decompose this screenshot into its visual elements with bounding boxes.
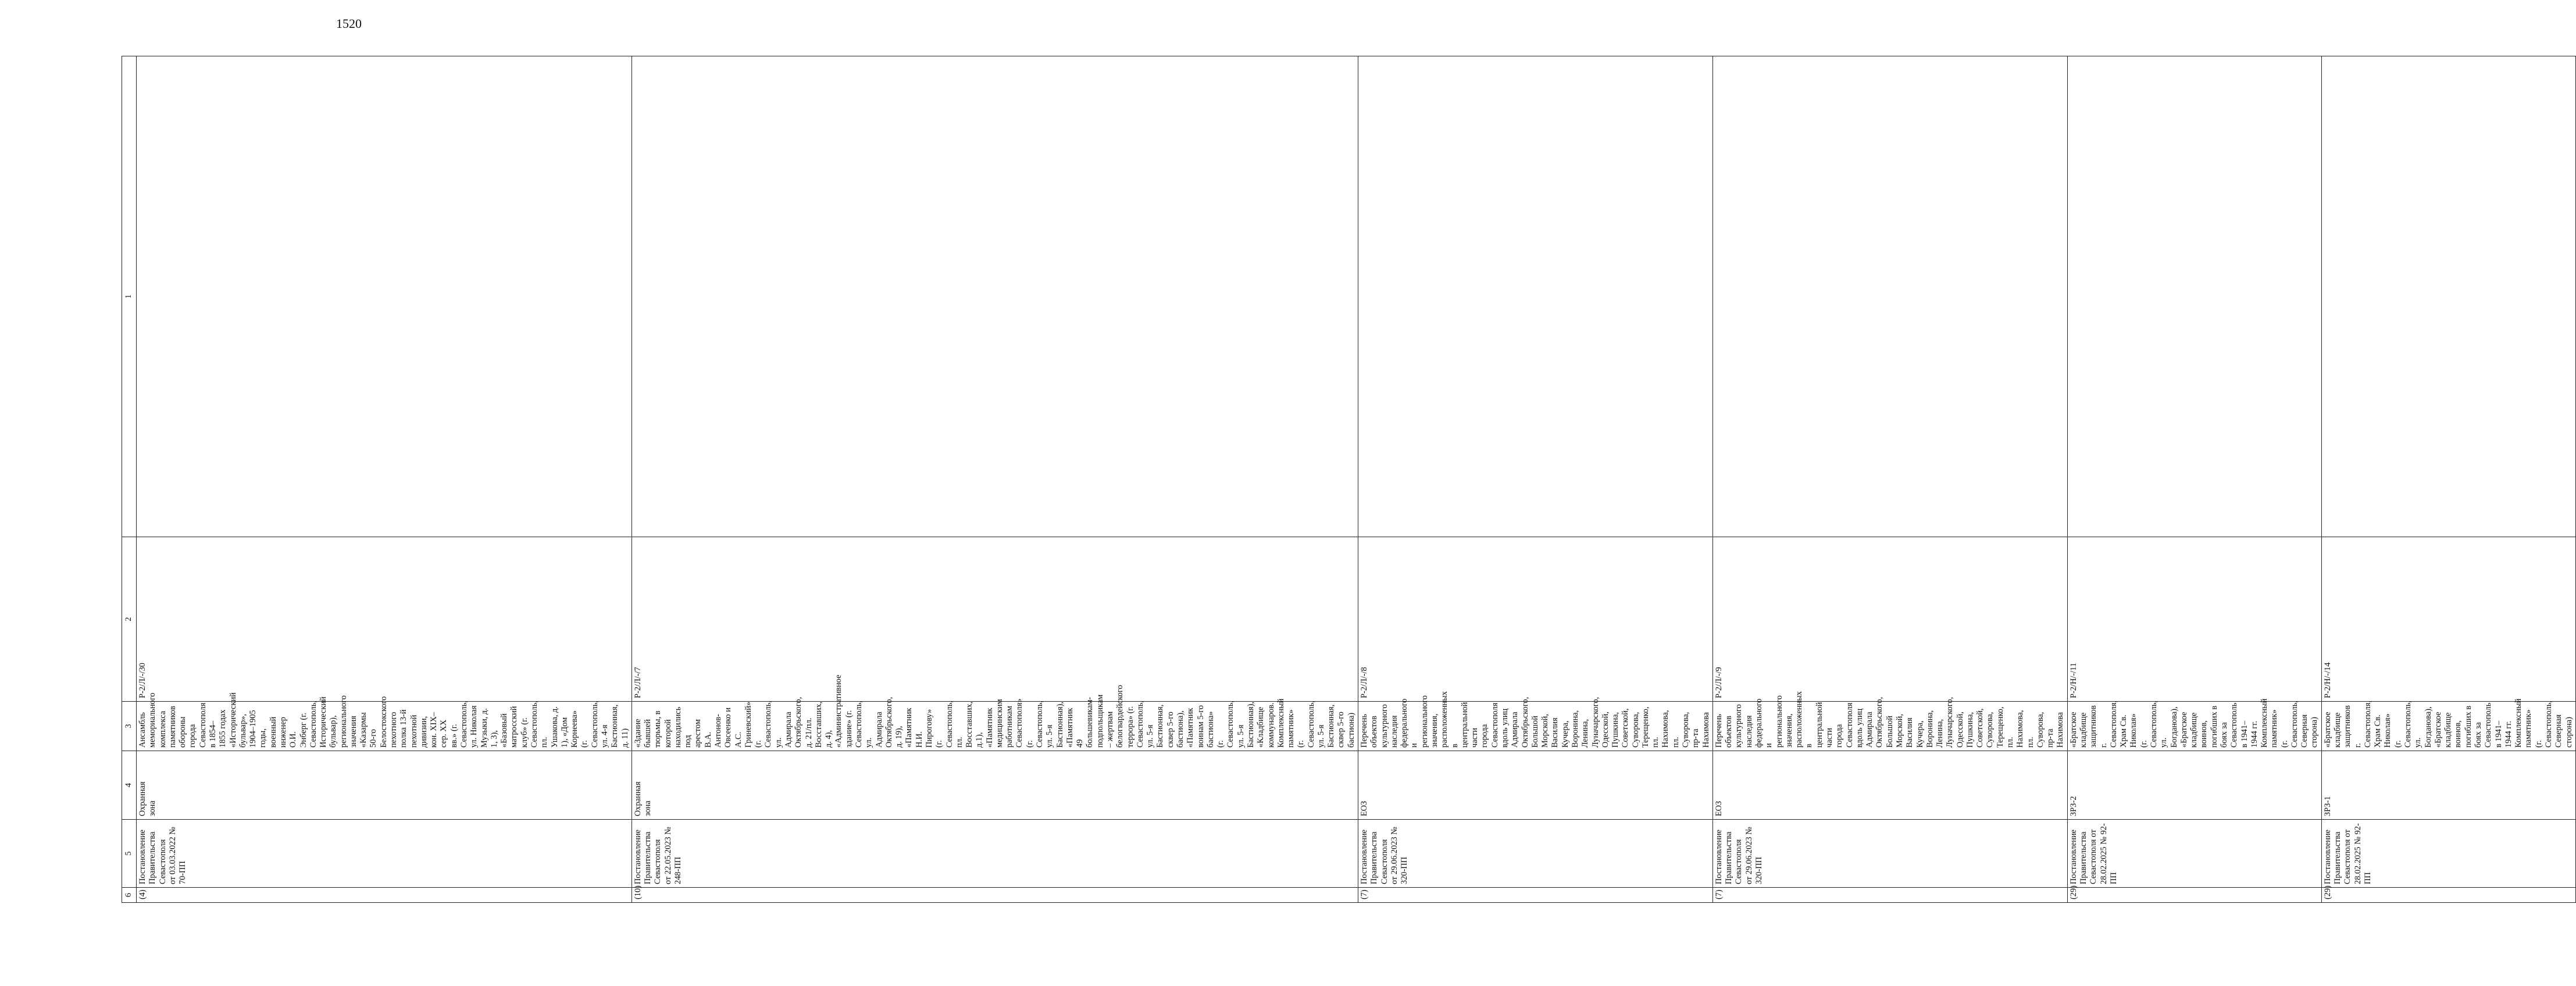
num-cell: [1358, 56, 1713, 537]
document-cell: Постановление Правительства Севастополя от 29.06.2023 № 320-ПП: [1358, 820, 1713, 888]
header-col-6: 6: [122, 888, 137, 903]
zone-cell: ЕОЗ: [1712, 751, 2067, 820]
table-row: [631, 56, 1358, 903]
ref-cell: (4): [137, 888, 632, 903]
zone-cell: Охранная зона: [137, 751, 632, 820]
zone-cell: Охранная зона: [631, 751, 1358, 820]
document-cell: Постановление Правительства Севастополя от 03.03.2022 № 70-ПП: [137, 820, 632, 888]
code-cell: Р-2/Л/-/9: [1712, 537, 2067, 702]
description-cell: Ансамбль мемориального комплекса памятников обороны города Севастополя в 1854–1855 годах «Исторический бульвар», 1904–1905 годы, военный инженер О.И. Энберг (г. Севастополь, Исторический бульвар), регионального значения «Казармы 50-го Белостокского пехотного полка 13-й пехотной дивизии, кон. XIX–сер. XX вв.» (г. Севастополь, ул. Николая Музыки, д. 1, 3), «Базовый матросский клуб» (г. Севастополь, пл. Ушакова, д. 1), «Дом Корнеева» (г. Севастополь, ул. 4-я Бастионная, д. 11): [137, 702, 632, 751]
table-row: [137, 56, 632, 903]
document-cell: Постановление Правительства Севастополя от 28.02.2025 № 92-ПП: [2067, 820, 2321, 888]
document-cell: Постановление Правительства Севастополя от 22.05.2023 № 248-ПП: [631, 820, 1358, 888]
num-cell: [137, 56, 632, 537]
header-col-3: 3: [122, 702, 137, 751]
code-cell: Р-2/Л/-/8: [1358, 537, 1713, 702]
page-number: 1520: [336, 16, 362, 31]
document-cell: Постановление Правительства Севастополя от 28.02.2025 № 92-ПП: [2321, 820, 2575, 888]
description-cell: Перечень объектов культурного наследия федерального и регионального значения, расположенных в центральной части города Севастополя вдоль улиц Адмирала Октябрьского, Большой Морской, Василия Кучера, Воронина, Ленина, Луначарского, Одесской, Пушкина, Советской, Суворова, Терещенко, пл. Нахимова, пл. Суворова, пр-та Нахимова: [1358, 702, 1713, 751]
description-cell: «Здание бывшей тюрьмы, в которой находились под арестом В.А. Антонов-Овсеенко и А.С. Гриневский» (г. Севастополь, ул. Адмирала Октябрьского, д. 21/пл. Восставших, д. 4), «Административное здание» (г. Севастополь, ул. Адмирала Октябрьского, д. 19), «Памятник Н.И. Пирогову» (г. Севастополь, пл. Восставших, д.1), «Памятник медицинским работникам Севастополя» (г. Севастополь, ул. 5-я Бастионная), «Памятник 49 большевикам-подпольщикам – жертвам белогвардейского террора» (г. Севастополь, ул. 5-я Бастионная, сквер 5-го бастиона), «Памятник воинам 5-го бастиона» (г. Севастополь, ул. 5-я Бастионная), «Кладбище коммунаров. Комплексный памятник» (г. Севастополь, ул. 5-я Бастионная, сквер 5-го бастиона): [631, 702, 1358, 751]
description-cell: Перечень объектов культурного наследия федерального и регионального значения, расположенных в центральной части города Севастополя вдоль улиц Адмирала Октябрьского, Большой Морской, Василия Кучера, Воронина, Ленина, Луначарского, Одесской, Пушкина, Советской, Суворова, Терещенко, пл. Нахимова, пл. Суворова, пр-та Нахимова: [1712, 702, 2067, 751]
zone-cell: ЕОЗ: [1358, 751, 1713, 820]
ref-cell: (10): [631, 888, 1358, 903]
ref-cell: (7): [1358, 888, 1713, 903]
description-cell: «Братское кладбище защитников г. Севастополя, Храм Св. Николая» (г. Севастополь, ул. Богданова), «Братское кладбище воинов, погибших в боях за Севастополь в 1941–1944 гг. Комплексный памятник» (г. Севастополь, Северная сторона): [2067, 702, 2321, 751]
num-cell: [2067, 56, 2321, 537]
num-cell: [1712, 56, 2067, 537]
header-col-5: 5: [122, 820, 137, 888]
ref-cell: (7): [1712, 888, 2067, 903]
zone-cell: ЗРЗ-1: [2321, 751, 2575, 820]
zones-table: [122, 56, 2576, 903]
document-cell: Постановление Правительства Севастополя от 29.06.2023 № 320-ПП: [1712, 820, 2067, 888]
ref-cell: (29): [2321, 888, 2575, 903]
code-cell: Р-2/Н/-/11: [2067, 537, 2321, 702]
header-row: [122, 56, 137, 903]
code-cell: Р-2/Л/-/30: [137, 537, 632, 702]
num-cell: [631, 56, 1358, 537]
header-col-2: 2: [122, 537, 137, 702]
table-row: [2067, 56, 2321, 903]
ref-cell: (29): [2067, 888, 2321, 903]
description-cell: «Братское кладбище защитников г. Севастополя, Храм Св. Николая» (г. Севастополь, ул. Богданова), «Братское кладбище воинов, погибших в боях за Севастополь в 1941–1944 гг. Комплексный памятник» (г. Севастополь, Северная сторона): [2321, 702, 2575, 751]
rotated-table-container: [122, 56, 2574, 903]
header-col-1: 1: [122, 56, 137, 537]
code-cell: Р-2/Л/-/7: [631, 537, 1358, 702]
table-row: [2321, 56, 2575, 903]
table-row: [1712, 56, 2067, 903]
num-cell: [2321, 56, 2575, 537]
zone-cell: ЗРЗ-2: [2067, 751, 2321, 820]
header-col-4: 4: [122, 751, 137, 820]
code-cell: Р-2/Н/-/14: [2321, 537, 2575, 702]
table-row: [1358, 56, 1713, 903]
